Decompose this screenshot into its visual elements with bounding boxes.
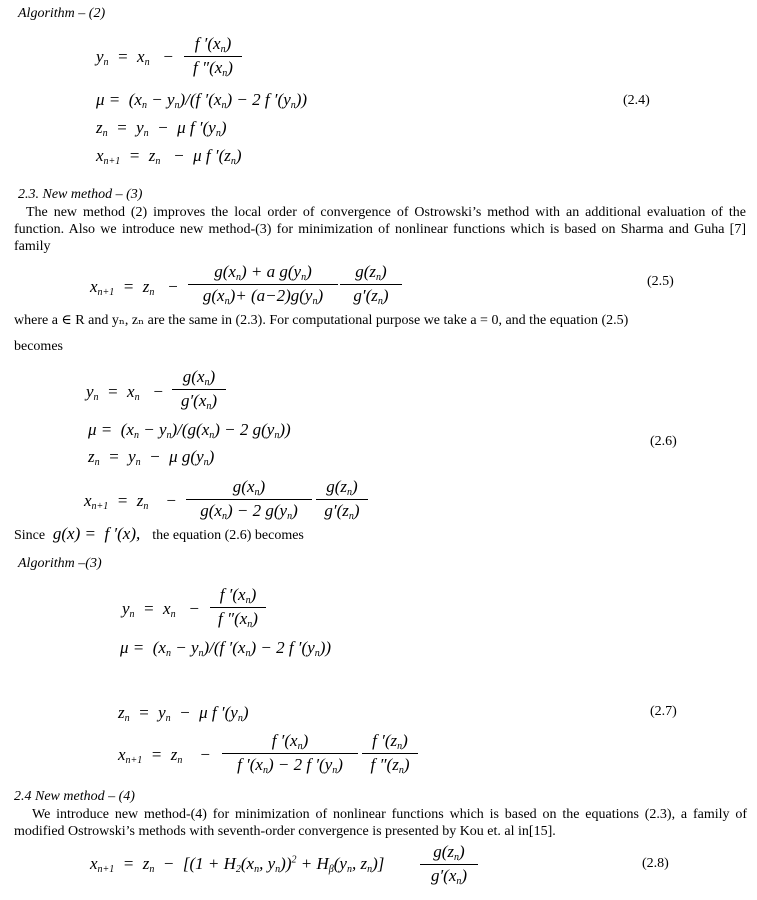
where-text: where a ∈ R and yₙ, zₙ are the same in (2.3). For computational purpose we take a = 0, and the equation (2.5) bbox=[14, 313, 629, 328]
since-suffix: the equation (2.6) becomes bbox=[152, 528, 304, 543]
becomes-text: becomes bbox=[14, 339, 63, 354]
equation-number-2-4: (2.4) bbox=[623, 93, 650, 108]
equation-number-2-7: (2.7) bbox=[650, 704, 677, 719]
algorithm-2-heading: Algorithm – (2) bbox=[18, 6, 106, 21]
equation-number-2-5: (2.5) bbox=[647, 274, 674, 289]
equation-number-2-6: (2.6) bbox=[650, 434, 677, 449]
section-2-3-paragraph: The new method (2) improves the local order of convergence of Ostrowski’s method with an additional evaluation of the function. Also we introduce new method-(3) for minimization of nonlinear functions which is based on Sharma and Guha [7] family bbox=[14, 205, 746, 254]
equation-number-2-8: (2.8) bbox=[642, 856, 669, 871]
section-2-3-heading: 2.3. New method – (3) bbox=[18, 187, 143, 202]
since-line bbox=[14, 524, 304, 544]
section-2-4-paragraph: We introduce new method-(4) for minimization of nonlinear functions which is based on the equations (2.3), a family of modified Ostrowski’s methods with seventh-order convergence is presented by Kou et. al in[15]. bbox=[14, 807, 747, 839]
since-prefix: Since bbox=[14, 528, 46, 543]
section-2-4-heading: 2.4 New method – (4) bbox=[14, 789, 135, 804]
algorithm-3-heading: Algorithm –(3) bbox=[18, 556, 102, 571]
since-equation: g(x) = f ′(x), bbox=[48, 524, 149, 543]
